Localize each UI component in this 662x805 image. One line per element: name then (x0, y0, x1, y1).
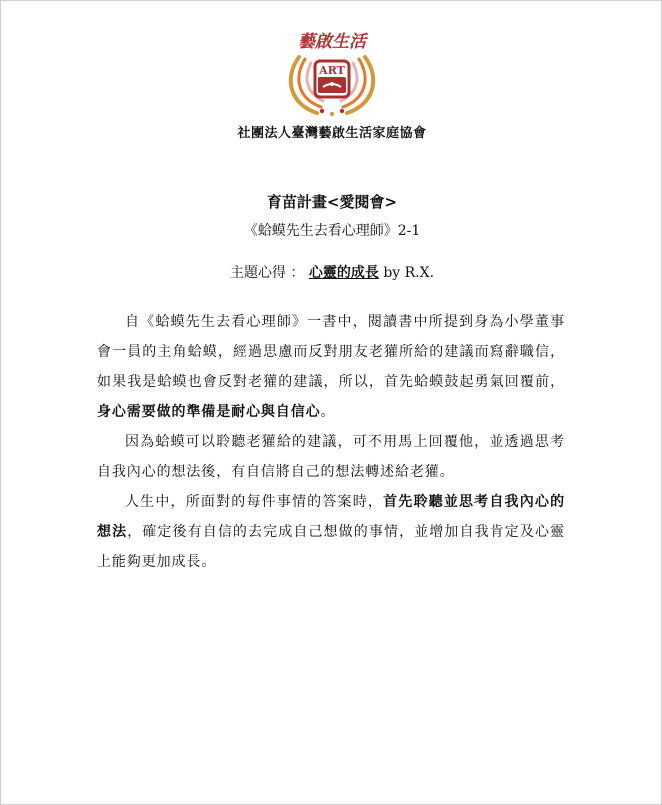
logo-badge-text: ART (319, 64, 345, 77)
paragraph-1 (97, 307, 565, 427)
paragraph-1-bold: 身心需要做的準備是耐心與自信心 (97, 404, 321, 420)
paragraph-2-text: 因為蛤蟆可以聆聽老獾給的建議，可不用馬上回覆他，並透過思考自我內心的想法後，有自信將自己的想法轉述給老獾。 (97, 434, 565, 480)
book-subtitle: 《蛤蟆先生去看心理師》2-1 (243, 223, 421, 239)
paragraph-3 (97, 487, 565, 577)
logo-script-text: 藝啟生活 (298, 32, 366, 52)
association-logo (1, 23, 662, 119)
paragraph-3-tail: ，確定後有自信的去完成自己想做的事情，並增加自我肯定及心靈上能夠更加成長。 (97, 524, 565, 570)
paragraph-2 (97, 427, 565, 487)
theme-line (1, 262, 662, 282)
paragraph-3-text: 人生中，所面對的每件事情的答案時， (125, 494, 384, 510)
reflection-body (97, 307, 565, 577)
document-title: 育苗計畫<愛閱會> (266, 193, 398, 211)
paragraph-3-bold: 首先聆聽並思考自我內心的想法 (97, 494, 565, 540)
theme-emphasis: 心靈的成長 (308, 265, 379, 281)
logo-emblem-icon (277, 23, 387, 119)
organization-name: 社團法人臺灣藝啟生活家庭協會 (237, 126, 427, 141)
theme-author: by R.X. (383, 265, 435, 281)
paragraph-1-tail: 。 (320, 404, 336, 420)
paragraph-1-text: 自《蛤蟆先生去看心理師》一書中，閱讀書中所提到身為小學董事會一員的主角蛤蟆，經過思慮而反對朋友老獾所給的建議而寫辭職信，如果我是蛤蟆也會反對老獾的建議，所以，首先蛤蟆鼓起勇氣回覆前， (97, 314, 565, 390)
theme-prefix: 主題心得 ： (229, 265, 305, 281)
